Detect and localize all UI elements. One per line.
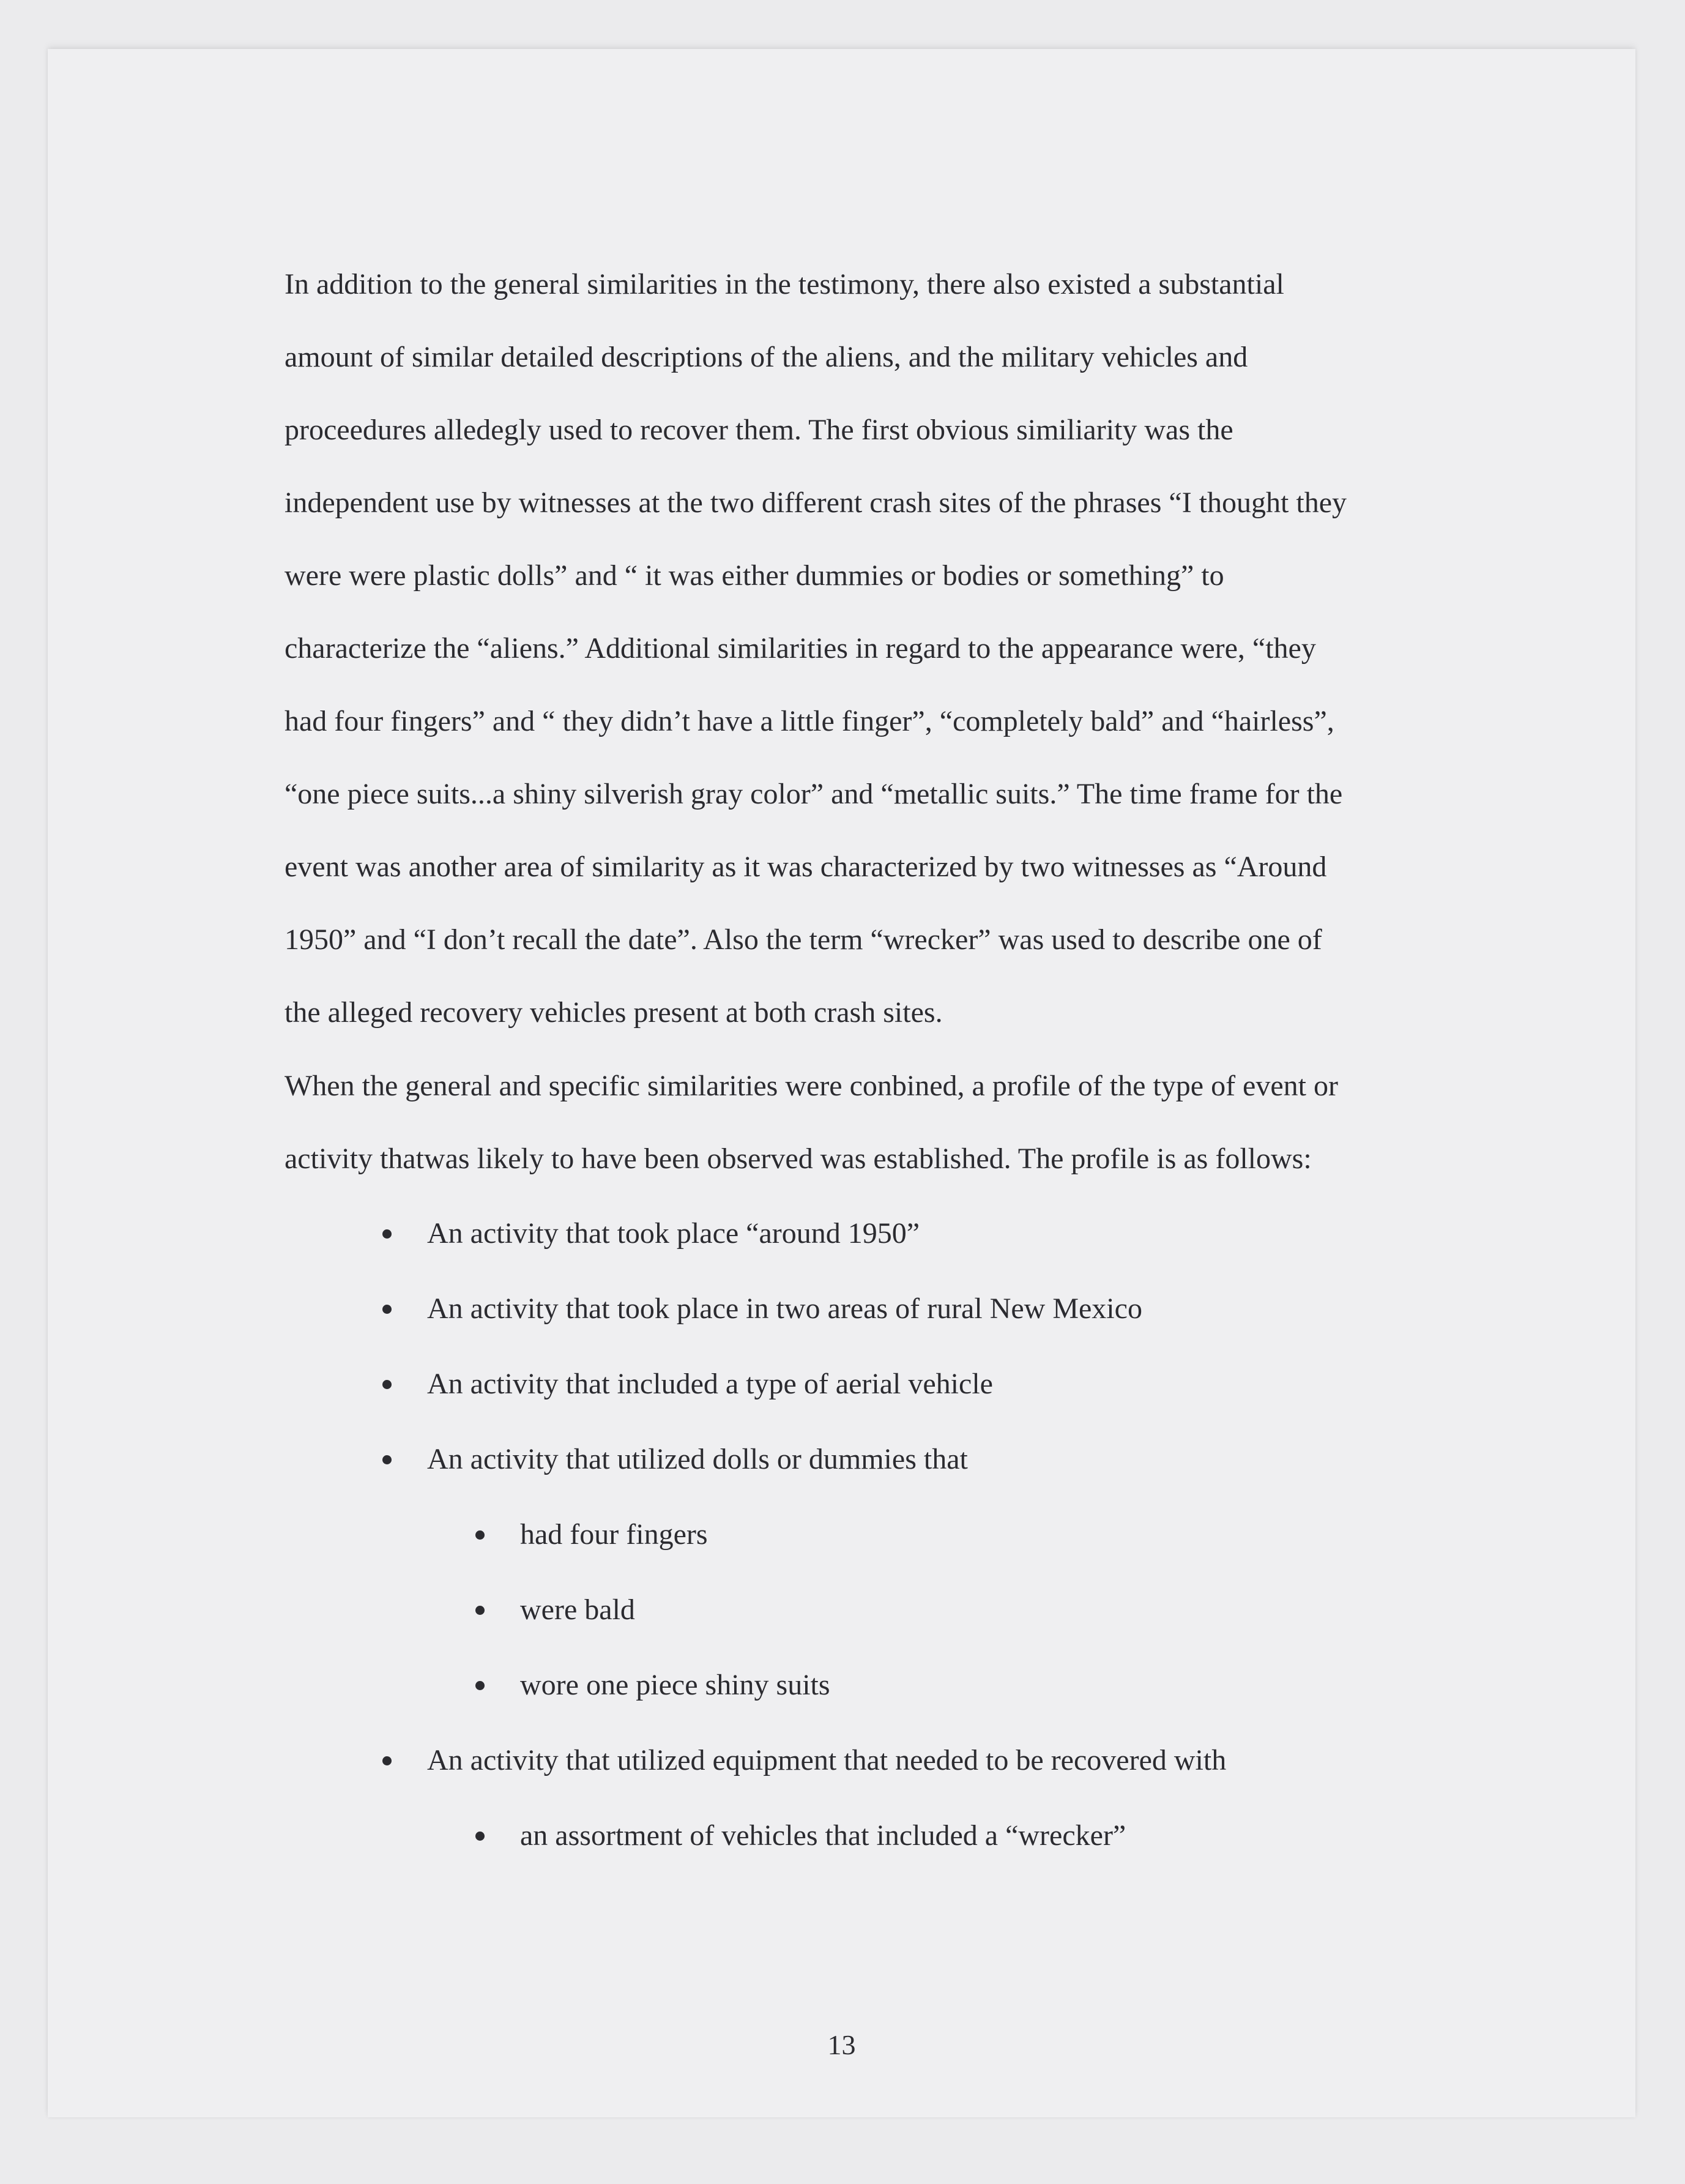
paragraph-2-line-1: When the general and specific similarities were conbined, a profile of the type of event or — [285, 1070, 1338, 1102]
list-item-text: An activity that utilized equipment that needed to be recovered with — [427, 1744, 1227, 1776]
paragraph-1-line-10: 1950” and “I don’t recall the date”. Also the term “wrecker” was used to describe one of — [285, 923, 1322, 956]
bullet-icon — [382, 1756, 392, 1765]
bullet-icon — [382, 1305, 392, 1314]
bullet-icon — [475, 1681, 485, 1690]
bullet-icon — [382, 1229, 392, 1239]
bullet-icon — [475, 1606, 485, 1615]
bullet-icon — [382, 1455, 392, 1464]
paragraph-1-line-9: event was another area of similarity as it was characterized by two witnesses as “Around — [285, 851, 1327, 883]
list-item-text: wore one piece shiny suits — [520, 1669, 830, 1701]
paragraph-1-line-3: proceedures alledegly used to recover them. The first obvious similiarity was the — [285, 414, 1233, 446]
paragraph-1-line-7: had four fingers” and “ they didn’t have a little finger”, “completely bald” and “hairless”, — [285, 705, 1334, 737]
paragraph-1-line-11: the alleged recovery vehicles present at both crash sites. — [285, 996, 943, 1029]
bullet-icon — [382, 1380, 392, 1389]
list-item-text: An activity that utilized dolls or dummies that — [427, 1443, 968, 1475]
document-page — [48, 49, 1635, 2117]
paragraph-1-line-5: were were plastic dolls” and “ it was either dummies or bodies or something” to — [285, 559, 1224, 592]
list-item-text: An activity that took place in two areas of rural New Mexico — [427, 1292, 1142, 1325]
list-item-text: had four fingers — [520, 1518, 708, 1551]
list-item-text: an assortment of vehicles that included a “wrecker” — [520, 1819, 1126, 1852]
page-number: 13 — [827, 2029, 856, 2060]
list-item-text: were bald — [520, 1593, 635, 1626]
bullet-icon — [475, 1832, 485, 1841]
paragraph-1-line-4: independent use by witnesses at the two different crash sites of the phrases “I thought they — [285, 486, 1347, 519]
paragraph-2-line-2: activity thatwas likely to have been observed was established. The profile is as follows: — [285, 1142, 1312, 1175]
paragraph-1-line-2: amount of similar detailed descriptions of the aliens, and the military vehicles and — [285, 341, 1248, 373]
bullet-icon — [475, 1530, 485, 1540]
paragraph-1-line-8: “one piece suits...a shiny silverish gray color” and “metallic suits.” The time frame for the — [285, 778, 1343, 810]
paragraph-1-line-1: In addition to the general similarities in the testimony, there also existed a substantial — [285, 268, 1284, 300]
list-item-text: An activity that included a type of aerial vehicle — [427, 1368, 993, 1400]
paragraph-1-line-6: characterize the “aliens.” Additional similarities in regard to the appearance were, “they — [285, 632, 1316, 665]
list-item-text: An activity that took place “around 1950” — [427, 1217, 920, 1250]
